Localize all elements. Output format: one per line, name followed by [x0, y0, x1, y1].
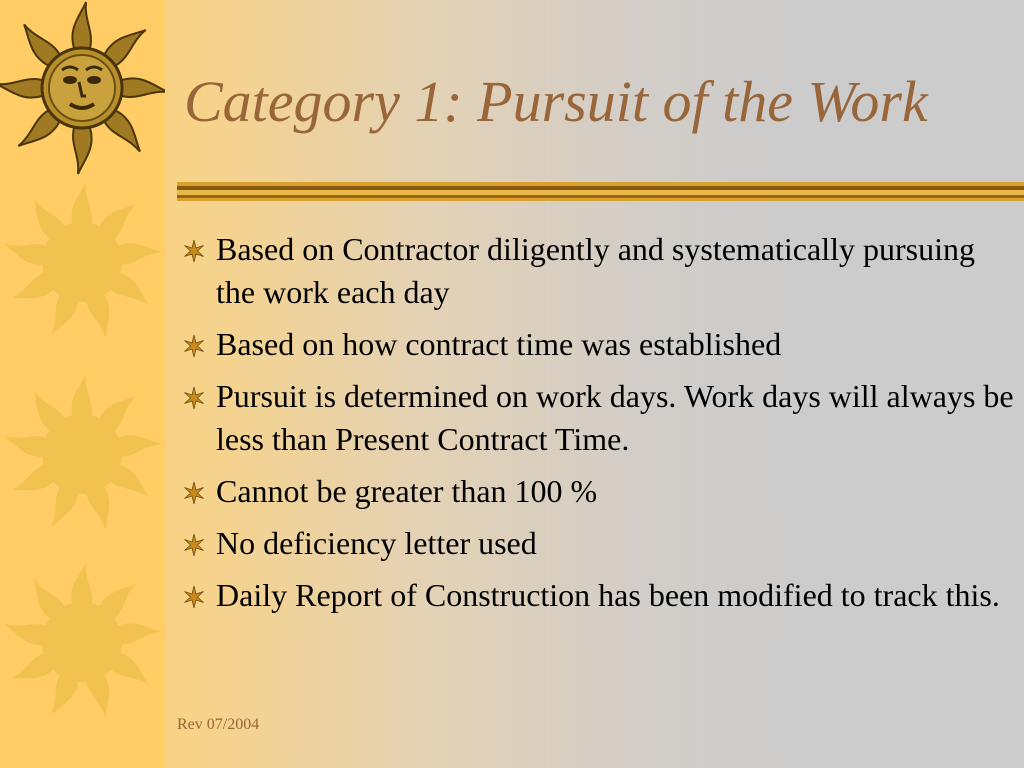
six-point-star-icon: [182, 386, 206, 410]
bullet-item: [182, 228, 1017, 314]
bullet-item: [182, 470, 1017, 513]
six-point-star-icon: [182, 481, 206, 505]
title-underline-rule: [177, 182, 1024, 202]
sun-icon: [0, 180, 165, 345]
revision-footer: Rev 07/2004: [177, 716, 260, 733]
bullet-item: [182, 323, 1017, 366]
bullet-item: [182, 574, 1017, 617]
sidebar-panel: [0, 0, 165, 768]
six-point-star-icon: [182, 239, 206, 263]
six-point-star-icon: [182, 334, 206, 358]
bullet-text: Cannot be greater than 100 %: [216, 473, 598, 509]
sun-face-icon: [0, 0, 165, 175]
sun-icon: [0, 560, 165, 725]
six-point-star-icon: [182, 533, 206, 557]
bullet-text: Pursuit is determined on work days. Work days will always be less than Present Contract Time.: [216, 378, 1014, 457]
sun-icon: [0, 372, 165, 537]
bullet-item: [182, 375, 1017, 461]
bullet-text: Based on how contract time was established: [216, 326, 782, 362]
bullet-text: Daily Report of Construction has been modified to track this.: [216, 577, 1000, 613]
bullet-list: [182, 228, 1017, 626]
bullet-item: [182, 522, 1017, 565]
bullet-text: Based on Contractor diligently and systematically pursuing the work each day: [216, 231, 975, 310]
bullet-text: No deficiency letter used: [216, 525, 537, 561]
six-point-star-icon: [182, 585, 206, 609]
slide-title: Category 1: Pursuit of the Work: [184, 69, 928, 134]
